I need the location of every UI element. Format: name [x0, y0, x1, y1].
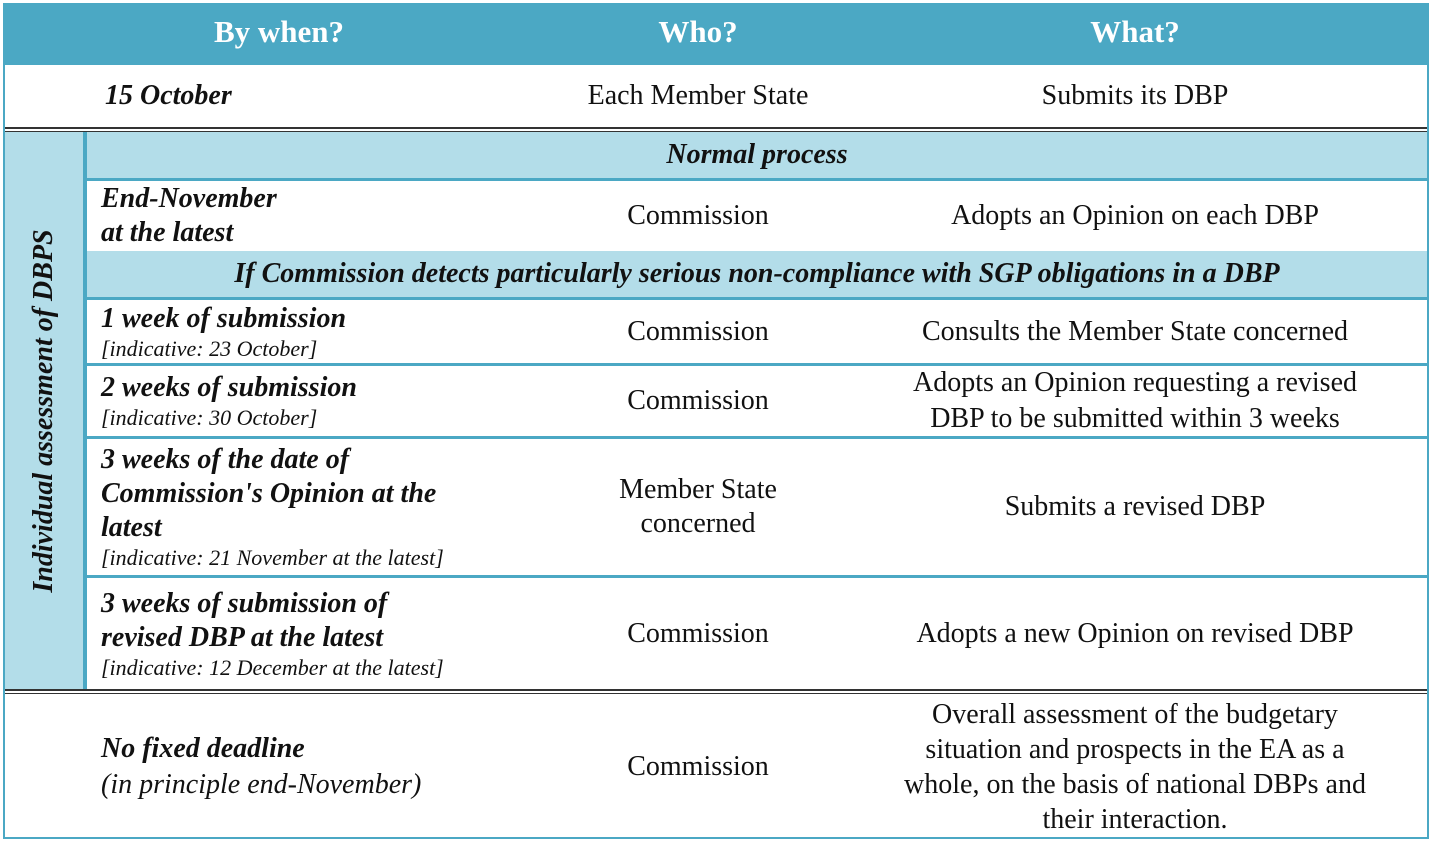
- what-line: situation and prospects in the EA as a: [925, 733, 1345, 765]
- when-line: 1 week of submission: [101, 302, 347, 334]
- table-row-2-weeks: [5, 366, 1427, 436]
- when-note: (in principle end-November): [101, 768, 422, 800]
- what-cell: Submits its DBP: [1041, 80, 1229, 111]
- indicative-date: [indicative: 30 October]: [101, 405, 318, 430]
- when-line: 2 weeks of submission: [101, 372, 357, 403]
- indicative-date: [indicative: 21 November at the latest]: [101, 545, 444, 570]
- who-cell: Commission: [627, 750, 769, 782]
- what-cell: [843, 366, 1427, 436]
- double-divider: [5, 127, 1427, 129]
- when-cell: [101, 366, 551, 436]
- what-cell: [843, 696, 1427, 837]
- what-line: Overall assessment of the budgetary: [932, 698, 1338, 730]
- when-line: 3 weeks of the date of: [101, 444, 350, 475]
- what-cell: Consults the Member State concerned: [921, 315, 1349, 347]
- who-cell: Commission: [627, 385, 769, 416]
- who-line: Member State: [619, 474, 777, 505]
- table-row-3-weeks-opinion: [5, 439, 1427, 575]
- when-line: revised DBP at the latest: [101, 621, 384, 653]
- who-cell: Commission: [627, 315, 769, 347]
- when-cell: [101, 300, 551, 363]
- who-cell: [553, 439, 843, 575]
- table-header: [5, 5, 1427, 65]
- what-line: DBP to be submitted within 3 weeks: [930, 403, 1340, 434]
- when-line: Commission's Opinion at the: [101, 478, 437, 509]
- when-line: at the latest: [101, 217, 234, 248]
- double-divider: [5, 693, 1427, 694]
- header-by-when: By when?: [213, 14, 345, 49]
- header-who: Who?: [658, 14, 738, 49]
- indicative-date: [indicative: 12 December at the latest]: [101, 654, 444, 680]
- who-cell: Commission: [627, 200, 769, 231]
- when-line: 3 weeks of submission of: [101, 587, 388, 619]
- when-cell: [101, 181, 551, 251]
- when-line: latest: [101, 512, 162, 543]
- dbp-timeline-table: [3, 3, 1429, 839]
- who-cell: Commission: [627, 617, 769, 649]
- section-normal-process: Normal process: [87, 132, 1427, 178]
- what-cell: Submits a revised DBP: [1004, 491, 1266, 522]
- what-line: their interaction.: [1042, 803, 1228, 835]
- who-line: concerned: [640, 508, 756, 539]
- table-row-3-weeks-revised: [5, 578, 1427, 689]
- when-cell: 15 October: [105, 80, 232, 111]
- what-line: Adopts an Opinion requesting a revised: [912, 367, 1358, 398]
- table-row-15-october: [5, 65, 1427, 127]
- when-cell: [101, 578, 551, 689]
- when-cell: [101, 696, 551, 837]
- table-row-end-november: [5, 181, 1427, 251]
- what-cell: Adopts an Opinion on each DBP: [951, 200, 1319, 231]
- when-line: No fixed deadline: [101, 732, 305, 764]
- section-non-compliance: If Commission detects particularly serious non-compliance with SGP obligations in a DBP: [87, 251, 1427, 297]
- when-cell: [101, 439, 551, 575]
- what-line: whole, on the basis of national DBPs and: [904, 768, 1366, 800]
- side-label: Individual assessment of DBPS: [28, 229, 59, 593]
- who-cell: Each Member State: [587, 80, 809, 111]
- when-line: End-November: [101, 183, 277, 214]
- table-row-no-fixed-deadline: [5, 696, 1427, 837]
- table-row-1-week: [5, 300, 1427, 363]
- indicative-date: [indicative: 23 October]: [101, 335, 318, 361]
- header-what: What?: [1090, 14, 1180, 49]
- double-divider: [5, 689, 1427, 691]
- what-cell: Adopts a new Opinion on revised DBP: [916, 617, 1354, 649]
